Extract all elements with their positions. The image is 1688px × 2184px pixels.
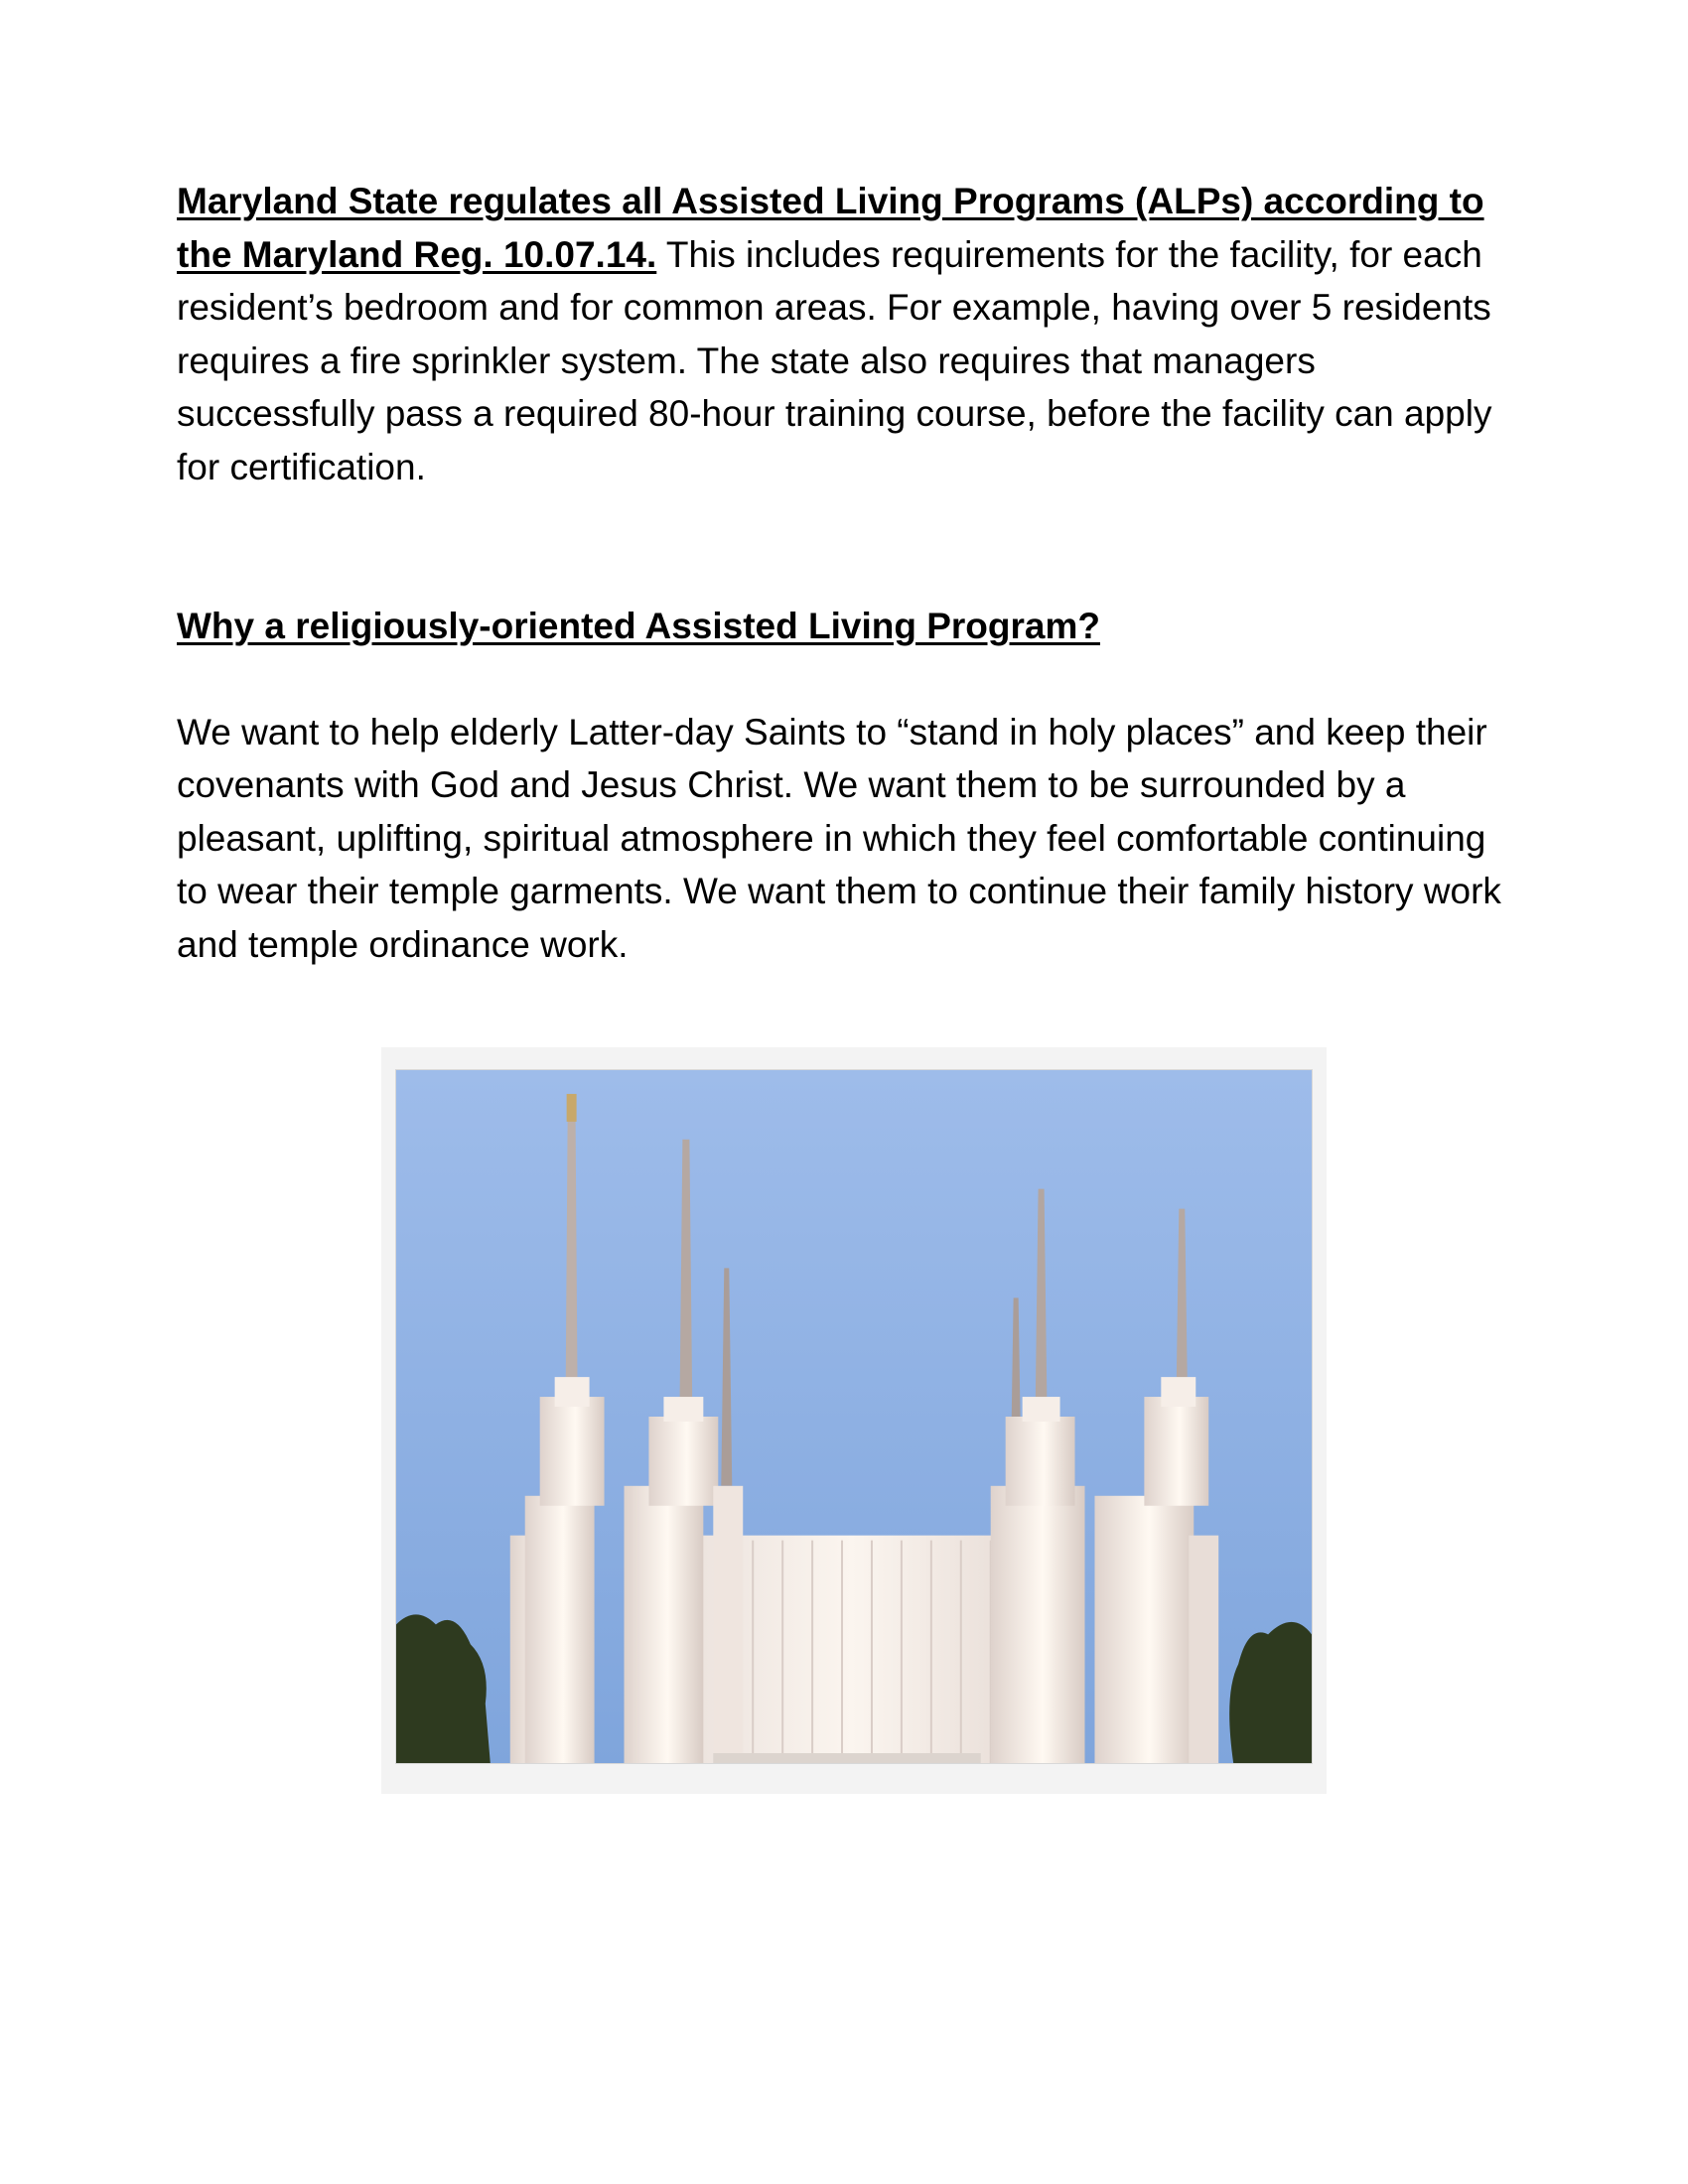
section-heading: Why a religiously-oriented Assisted Living Program? (177, 606, 1100, 646)
temple-illustration (396, 1070, 1312, 1763)
base-step (713, 1753, 980, 1763)
regulation-text: This includes requirements for the facility, for each resident’s bedroom and for common areas. For example, having over 5 residents requires a fire sprinkler system. The state also requires that managers successfully pass a required 80-hour training course, before the facility can apply for certification. (177, 233, 1492, 487)
regulation-lead: Maryland State regulates all Assisted Living Programs (ALPs) according to the Maryland Reg. 10.07.14. (177, 181, 1484, 275)
purpose-paragraph: We want to help elderly Latter-day Saints to “stand in holy places” and keep their covenants with God and Jesus Christ. We want them to be surrounded by a pleasant, uplifting, spiritual atmosphere in which they feel comfortable continuing to wear their temple garments. We want them to continue their family history work and temple ordinance work. (177, 711, 1501, 965)
temple-figure (381, 1047, 1327, 1794)
regulation-paragraph (177, 175, 1512, 493)
document-body (177, 175, 1512, 971)
temple-photo (395, 1069, 1313, 1764)
